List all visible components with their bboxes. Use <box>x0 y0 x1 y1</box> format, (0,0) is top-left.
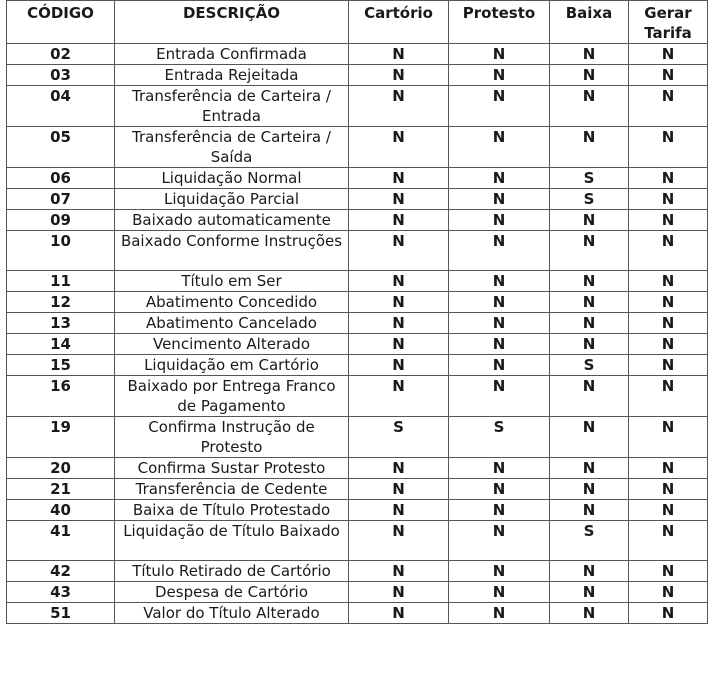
cell-gerar-tarifa: N <box>629 376 708 417</box>
cell-codigo: 21 <box>7 479 115 500</box>
cell-codigo: 11 <box>7 271 115 292</box>
cell-cartorio: N <box>349 44 449 65</box>
cell-protesto: N <box>449 582 550 603</box>
cell-cartorio: N <box>349 500 449 521</box>
cell-baixa: N <box>550 479 629 500</box>
cell-baixa: N <box>550 500 629 521</box>
cell-descricao: Baixa de Título Protestado <box>115 500 349 521</box>
cell-baixa: N <box>550 417 629 458</box>
cell-protesto: N <box>449 334 550 355</box>
cell-cartorio: N <box>349 189 449 210</box>
cell-protesto: N <box>449 127 550 168</box>
cell-protesto: N <box>449 86 550 127</box>
cell-codigo: 19 <box>7 417 115 458</box>
cell-gerar-tarifa: N <box>629 458 708 479</box>
cell-cartorio: N <box>349 210 449 231</box>
cell-codigo: 41 <box>7 521 115 561</box>
cell-gerar-tarifa: N <box>629 582 708 603</box>
cell-codigo: 20 <box>7 458 115 479</box>
table-row <box>7 271 708 292</box>
cell-baixa: N <box>550 271 629 292</box>
cell-cartorio: N <box>349 603 449 624</box>
cell-gerar-tarifa: N <box>629 168 708 189</box>
cell-baixa: N <box>550 210 629 231</box>
cell-descricao: Liquidação de Título Baixado <box>115 521 349 561</box>
table-row <box>7 231 708 271</box>
table-row <box>7 210 708 231</box>
cell-gerar-tarifa: N <box>629 231 708 271</box>
cell-codigo: 05 <box>7 127 115 168</box>
cell-codigo: 03 <box>7 65 115 86</box>
header-row <box>7 1 708 44</box>
table-row <box>7 458 708 479</box>
table-row <box>7 86 708 127</box>
cell-protesto: N <box>449 168 550 189</box>
cell-protesto: N <box>449 292 550 313</box>
cell-cartorio: N <box>349 479 449 500</box>
cell-codigo: 09 <box>7 210 115 231</box>
cell-codigo: 51 <box>7 603 115 624</box>
header-baixa: Baixa <box>550 1 629 44</box>
table-row <box>7 313 708 334</box>
cell-codigo: 40 <box>7 500 115 521</box>
cell-cartorio: N <box>349 292 449 313</box>
cell-baixa: N <box>550 231 629 271</box>
cell-baixa: S <box>550 189 629 210</box>
table-row <box>7 189 708 210</box>
table-row <box>7 479 708 500</box>
cell-gerar-tarifa: N <box>629 292 708 313</box>
occurrence-codes-table <box>6 0 708 624</box>
cell-protesto: N <box>449 561 550 582</box>
cell-protesto: N <box>449 458 550 479</box>
cell-descricao: Entrada Confirmada <box>115 44 349 65</box>
cell-gerar-tarifa: N <box>629 521 708 561</box>
cell-cartorio: N <box>349 376 449 417</box>
cell-protesto: N <box>449 479 550 500</box>
header-cartorio: Cartório <box>349 1 449 44</box>
cell-cartorio: N <box>349 582 449 603</box>
cell-descricao: Liquidação Parcial <box>115 189 349 210</box>
cell-baixa: N <box>550 44 629 65</box>
cell-cartorio: N <box>349 86 449 127</box>
cell-baixa: N <box>550 313 629 334</box>
cell-cartorio: N <box>349 65 449 86</box>
cell-protesto: N <box>449 313 550 334</box>
cell-descricao: Vencimento Alterado <box>115 334 349 355</box>
cell-codigo: 10 <box>7 231 115 271</box>
occurrence-codes-table-wrapper <box>6 0 708 624</box>
cell-descricao: Baixado por Entrega Franco de Pagamento <box>115 376 349 417</box>
cell-gerar-tarifa: N <box>629 561 708 582</box>
table-row <box>7 65 708 86</box>
table-row <box>7 44 708 65</box>
cell-protesto: N <box>449 271 550 292</box>
cell-gerar-tarifa: N <box>629 417 708 458</box>
cell-gerar-tarifa: N <box>629 313 708 334</box>
cell-baixa: N <box>550 292 629 313</box>
cell-baixa: N <box>550 458 629 479</box>
cell-protesto: N <box>449 65 550 86</box>
table-row <box>7 521 708 561</box>
cell-codigo: 06 <box>7 168 115 189</box>
cell-cartorio: N <box>349 168 449 189</box>
header-protesto: Protesto <box>449 1 550 44</box>
cell-descricao: Valor do Título Alterado <box>115 603 349 624</box>
cell-descricao: Baixado Conforme Instruções <box>115 231 349 271</box>
cell-baixa: N <box>550 86 629 127</box>
cell-protesto: S <box>449 417 550 458</box>
cell-protesto: N <box>449 603 550 624</box>
cell-codigo: 42 <box>7 561 115 582</box>
cell-gerar-tarifa: N <box>629 189 708 210</box>
cell-baixa: S <box>550 168 629 189</box>
cell-cartorio: N <box>349 334 449 355</box>
table-row <box>7 500 708 521</box>
cell-descricao: Transferência de Cedente <box>115 479 349 500</box>
table-row <box>7 168 708 189</box>
cell-gerar-tarifa: N <box>629 355 708 376</box>
cell-descricao: Transferência de Carteira / Saída <box>115 127 349 168</box>
cell-baixa: S <box>550 521 629 561</box>
cell-codigo: 43 <box>7 582 115 603</box>
cell-protesto: N <box>449 500 550 521</box>
cell-descricao: Confirma Sustar Protesto <box>115 458 349 479</box>
table-row <box>7 561 708 582</box>
cell-protesto: N <box>449 521 550 561</box>
cell-cartorio: N <box>349 355 449 376</box>
cell-codigo: 16 <box>7 376 115 417</box>
table-row <box>7 292 708 313</box>
cell-cartorio: N <box>349 127 449 168</box>
cell-baixa: S <box>550 355 629 376</box>
cell-cartorio: N <box>349 271 449 292</box>
table-row <box>7 334 708 355</box>
cell-cartorio: S <box>349 417 449 458</box>
cell-descricao: Abatimento Concedido <box>115 292 349 313</box>
header-descricao: DESCRIÇÃO <box>115 1 349 44</box>
cell-baixa: N <box>550 334 629 355</box>
cell-protesto: N <box>449 355 550 376</box>
cell-descricao: Confirma Instrução de Protesto <box>115 417 349 458</box>
cell-descricao: Liquidação em Cartório <box>115 355 349 376</box>
cell-baixa: N <box>550 65 629 86</box>
cell-descricao: Despesa de Cartório <box>115 582 349 603</box>
cell-codigo: 13 <box>7 313 115 334</box>
table-row <box>7 127 708 168</box>
cell-descricao: Baixado automaticamente <box>115 210 349 231</box>
cell-protesto: N <box>449 376 550 417</box>
cell-baixa: N <box>550 603 629 624</box>
cell-descricao: Abatimento Cancelado <box>115 313 349 334</box>
cell-gerar-tarifa: N <box>629 65 708 86</box>
cell-gerar-tarifa: N <box>629 479 708 500</box>
cell-baixa: N <box>550 561 629 582</box>
cell-baixa: N <box>550 582 629 603</box>
cell-protesto: N <box>449 231 550 271</box>
header-gerar-tarifa: Gerar Tarifa <box>629 1 708 44</box>
cell-gerar-tarifa: N <box>629 127 708 168</box>
cell-gerar-tarifa: N <box>629 210 708 231</box>
cell-cartorio: N <box>349 521 449 561</box>
cell-gerar-tarifa: N <box>629 44 708 65</box>
cell-cartorio: N <box>349 231 449 271</box>
cell-gerar-tarifa: N <box>629 271 708 292</box>
cell-descricao: Título em Ser <box>115 271 349 292</box>
table-row <box>7 603 708 624</box>
cell-cartorio: N <box>349 561 449 582</box>
cell-cartorio: N <box>349 458 449 479</box>
cell-codigo: 07 <box>7 189 115 210</box>
cell-protesto: N <box>449 189 550 210</box>
cell-codigo: 02 <box>7 44 115 65</box>
cell-gerar-tarifa: N <box>629 603 708 624</box>
table-row <box>7 417 708 458</box>
table-row <box>7 582 708 603</box>
table-row <box>7 355 708 376</box>
table-row <box>7 376 708 417</box>
cell-gerar-tarifa: N <box>629 86 708 127</box>
cell-protesto: N <box>449 210 550 231</box>
cell-baixa: N <box>550 127 629 168</box>
cell-codigo: 04 <box>7 86 115 127</box>
cell-descricao: Transferência de Carteira / Entrada <box>115 86 349 127</box>
cell-codigo: 14 <box>7 334 115 355</box>
cell-descricao: Título Retirado de Cartório <box>115 561 349 582</box>
cell-protesto: N <box>449 44 550 65</box>
cell-descricao: Liquidação Normal <box>115 168 349 189</box>
cell-gerar-tarifa: N <box>629 500 708 521</box>
cell-cartorio: N <box>349 313 449 334</box>
header-codigo: CÓDIGO <box>7 1 115 44</box>
cell-codigo: 15 <box>7 355 115 376</box>
cell-baixa: N <box>550 376 629 417</box>
cell-descricao: Entrada Rejeitada <box>115 65 349 86</box>
cell-gerar-tarifa: N <box>629 334 708 355</box>
cell-codigo: 12 <box>7 292 115 313</box>
